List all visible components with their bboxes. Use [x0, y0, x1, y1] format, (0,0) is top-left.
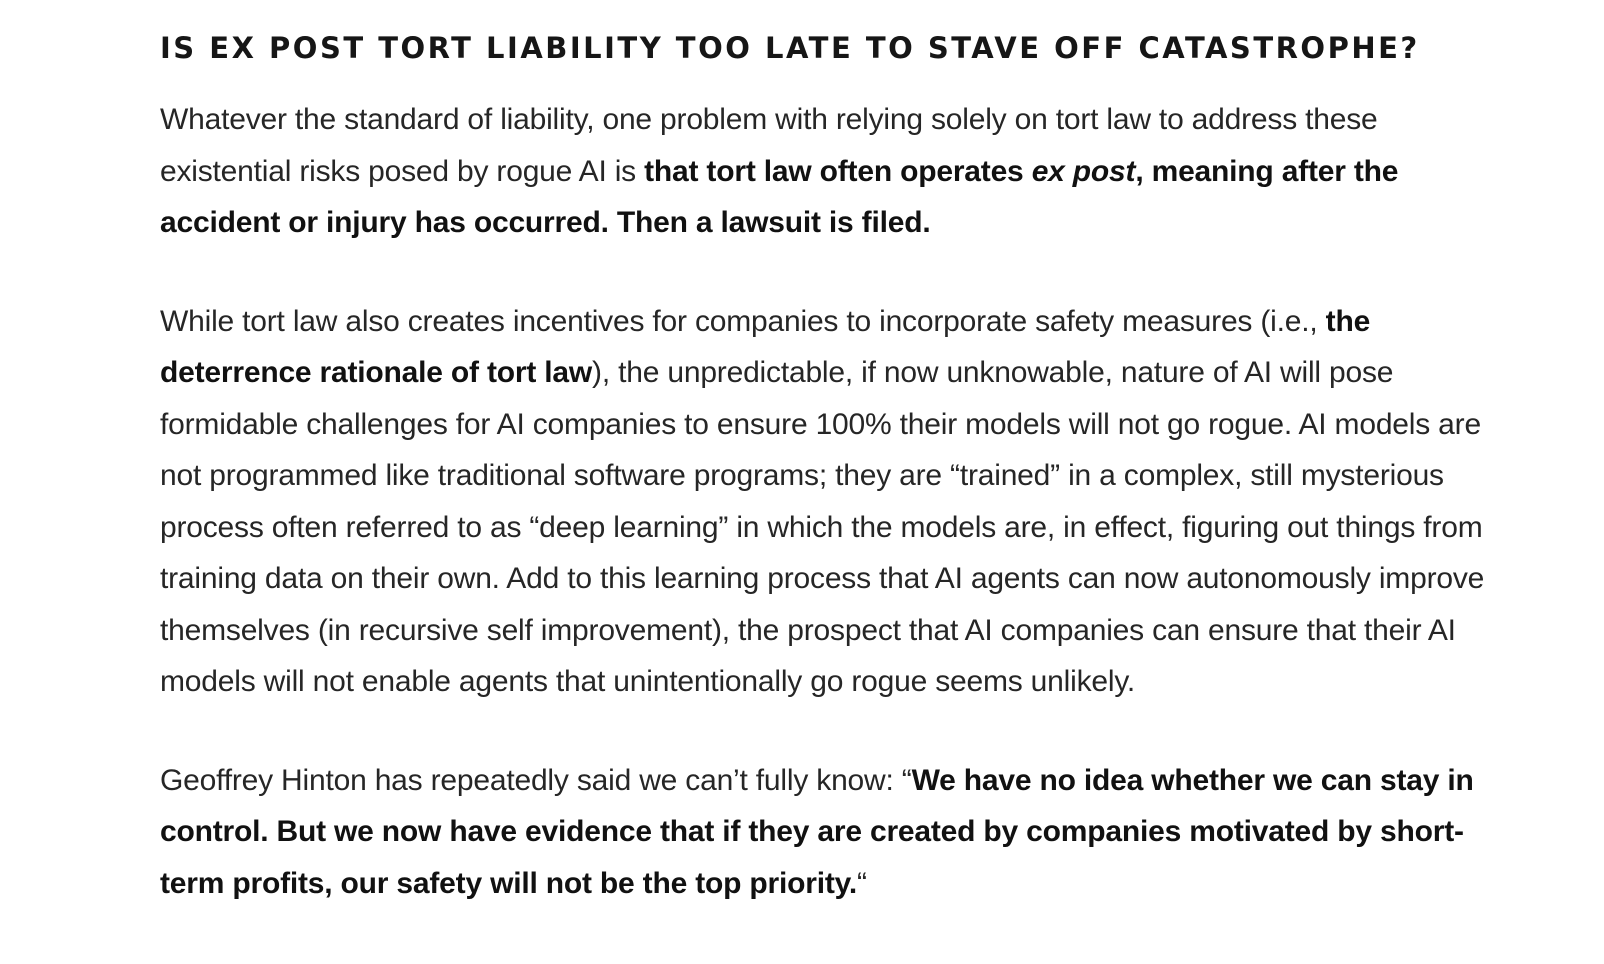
paragraph-text: Geoffrey Hinton has repeatedly said we can’t fully know: “ — [160, 763, 912, 797]
paragraph-text: While tort law also creates incentives for companies to incorporate safety measures (i.e., — [160, 304, 1326, 338]
emphasis-text: the deterrence rationale of tort law — [160, 304, 1371, 390]
paragraph-liability — [160, 94, 1500, 249]
emphasis-italic-text: ex post — [1031, 154, 1136, 188]
emphasis-text: , meaning after the accident or injury has occurred. Then a lawsuit is filed. — [160, 154, 1399, 240]
section-heading: IS EX POST TORT LIABILITY TOO LATE TO STAVE OFF CATASTROPHE? — [160, 31, 1420, 65]
closing-quote-mark: “ — [857, 866, 867, 900]
emphasis-text: that tort law often operates — [644, 154, 1032, 188]
article-section — [160, 30, 1500, 909]
paragraph-deterrence — [160, 296, 1500, 708]
paragraph-hinton-quote — [160, 755, 1500, 910]
paragraph-text: ), the unpredictable, if now unknowable, nature of AI will pose formidable challenges for AI companies to ensure 100% their models will not go rogue. AI models are not programmed like traditional software programs; they are “trained” in a complex, still mysterious process often referred to as “deep learning” in which the models are, in effect, figuring out things from training data on their own. Add to this learning process that AI agents can now autonomously improve themselves (in recursive self improvement), the prospect that AI companies can ensure that their AI models will not enable agents that unintentionally go rogue seems unlikely. — [160, 356, 1485, 699]
quote-text: We have no idea whether we can stay in control. But we now have evidence that if they are created by companies motivated by short-term profits, our safety will not be the top priority. — [160, 763, 1474, 900]
paragraph-text: Whatever the standard of liability, one problem with relying solely on tort law to address these existential risks posed by rogue AI is — [160, 103, 1378, 188]
